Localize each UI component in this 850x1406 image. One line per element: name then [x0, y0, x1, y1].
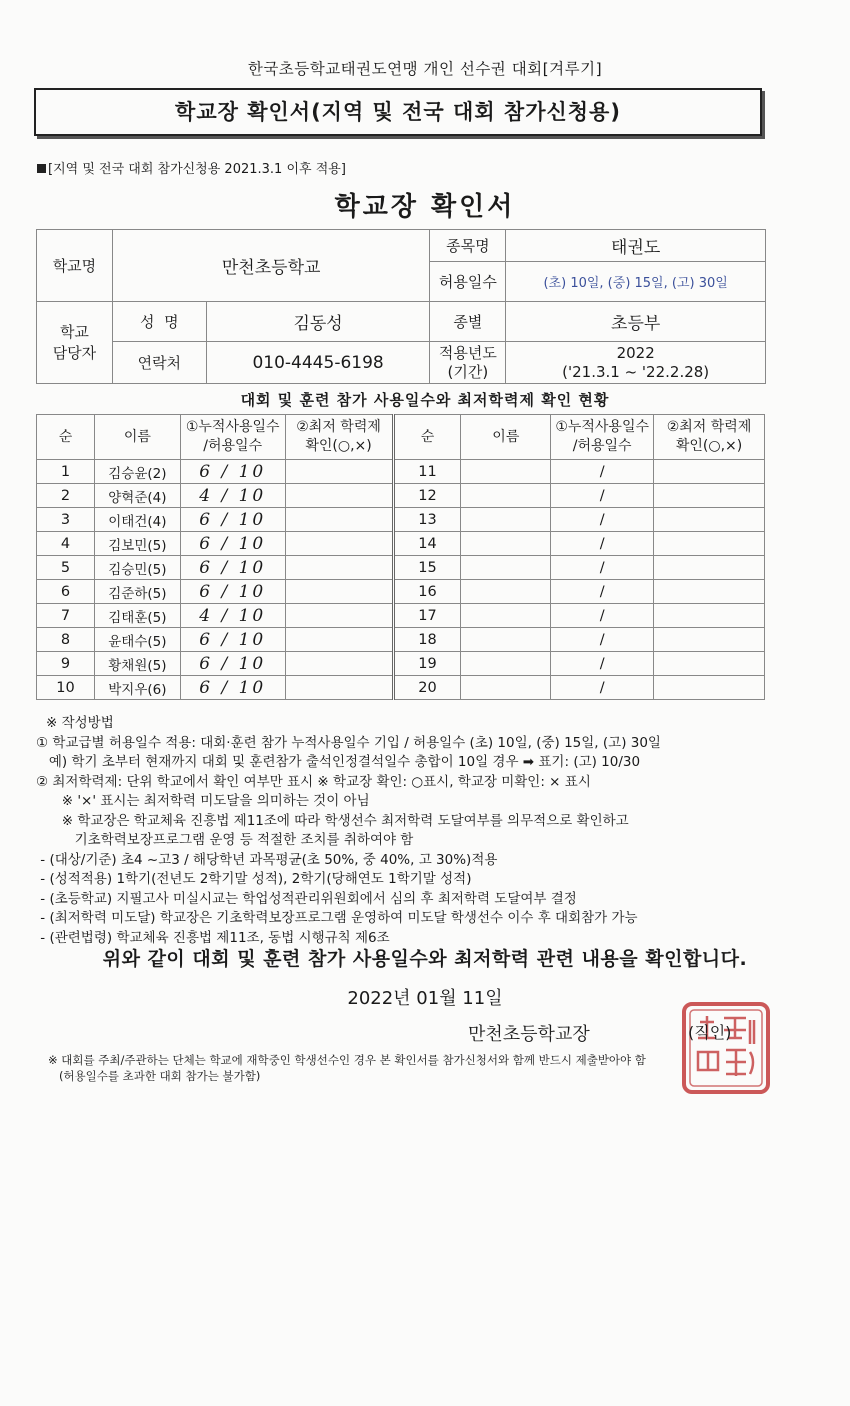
section-title: 대회 및 훈련 참가 사용일수와 최저학력제 확인 현황	[240, 391, 610, 409]
school-name: 만천초등학교	[112, 230, 430, 302]
student-name: 양혁준(4)	[94, 484, 180, 508]
used-days: 6 / 10	[180, 580, 285, 604]
instruction-line: - (초등학교) 지필고사 미실시교는 학업성적관리위원회에서 심의 후 최저학력 도달여부 결정	[36, 890, 577, 907]
student-name	[461, 460, 551, 484]
used-days: 6 / 10	[180, 508, 285, 532]
used-days: /	[551, 556, 654, 580]
used-days: /	[551, 652, 654, 676]
min-academic-check	[285, 604, 393, 628]
roster-no: 6	[37, 580, 95, 604]
min-academic-check	[654, 628, 765, 652]
year-label-line2: (기간)	[447, 362, 489, 381]
min-academic-check	[654, 484, 765, 508]
instruction-line: ① 학교급별 허용일수 적용: 대회·훈련 참가 누적사용일수 기입 / 허용일수 (초) 10일, (중) 15일, (고) 30일	[36, 734, 661, 751]
footer-line: (허용일수를 초과한 대회 참가는 불가함)	[48, 1069, 261, 1083]
header-check-right-line1: ②최저 학력제	[666, 419, 752, 435]
roster-no: 12	[393, 484, 461, 508]
header-days-right-line2: /허용일수	[572, 438, 632, 454]
manager-label-line1: 학교	[59, 322, 89, 341]
roster-no: 15	[393, 556, 461, 580]
roster-no: 17	[393, 604, 461, 628]
roster-row	[37, 652, 765, 676]
roster-no: 16	[393, 580, 461, 604]
form-title: 학교장 확인서	[334, 192, 516, 222]
header-days-right	[551, 415, 654, 460]
used-days: /	[551, 484, 654, 508]
used-days: 6 / 10	[180, 532, 285, 556]
roster-row	[37, 604, 765, 628]
contact-value: 010-4445-6198	[206, 342, 430, 384]
min-academic-check	[654, 508, 765, 532]
year-label-line1: 적용년도	[438, 343, 497, 362]
student-name	[461, 652, 551, 676]
allowed-days-value: (초) 10일, (중) 15일, (고) 30일	[506, 262, 766, 302]
used-days: 4 / 10	[180, 604, 285, 628]
school-label: 학교명	[37, 230, 113, 302]
min-academic-check	[654, 580, 765, 604]
roster-body	[37, 460, 765, 700]
roster-no: 10	[37, 676, 95, 700]
roster-no: 20	[393, 676, 461, 700]
instruction-line: ※ '×' 표시는 최저학력 미도달을 의미하는 것이 아님	[36, 793, 370, 809]
roster-row	[37, 580, 765, 604]
year-period: ('21.3.1 ~ '22.2.28)	[562, 362, 710, 381]
roster-row	[37, 460, 765, 484]
issue-date: 2022년 01월 11일	[347, 988, 503, 1009]
used-days: 6 / 10	[180, 628, 285, 652]
header-days-right-line1: ①누적사용일수	[555, 419, 650, 435]
used-days: 4 / 10	[180, 484, 285, 508]
sport-value: 태권도	[506, 230, 766, 262]
student-name	[461, 484, 551, 508]
instruction-line: - (최저학력 미도달) 학교장은 기초학력보장프로그램 운영하여 미도달 학생선수 이수 후 대회참가 가능	[36, 910, 638, 926]
used-days: /	[551, 532, 654, 556]
roster-row	[37, 676, 765, 700]
roster-no: 19	[393, 652, 461, 676]
student-name: 김준하(5)	[94, 580, 180, 604]
student-name: 이태건(4)	[94, 508, 180, 532]
student-name: 황채원(5)	[94, 652, 180, 676]
manager-label-line2: 담당자	[52, 343, 97, 362]
header-no: 순	[37, 415, 95, 460]
roster-no: 1	[37, 460, 95, 484]
roster-no: 13	[393, 508, 461, 532]
principal-name: 만천초등학교장	[468, 1024, 590, 1045]
instructions-heading: ※ 작성방법	[46, 715, 114, 731]
min-academic-check	[654, 652, 765, 676]
instruction-line: - (성적적용) 1학기(전년도 2학기말 성적), 2학기(당해연도 1학기말 성적)	[36, 871, 472, 887]
confirmation-statement: 위와 같이 대회 및 훈련 참가 사용일수와 최저학력 관련 내용을 확인합니다.	[102, 948, 748, 970]
allowed-days-label: 허용일수	[430, 262, 506, 302]
min-academic-check	[285, 580, 393, 604]
roster-no: 8	[37, 628, 95, 652]
roster-no: 18	[393, 628, 461, 652]
used-days: /	[551, 580, 654, 604]
used-days: 6 / 10	[180, 652, 285, 676]
min-academic-check	[285, 676, 393, 700]
min-academic-check	[285, 652, 393, 676]
footer-line: ※ 대회를 주최/주관하는 단체는 학교에 재학중인 학생선수인 경우 본 확인서를 참가신청서와 함께 반드시 제출받아야 함	[48, 1053, 646, 1067]
roster-no: 9	[37, 652, 95, 676]
organization-title: 한국초등학교태권도연맹 개인 선수권 대회[겨루기]	[247, 60, 603, 78]
min-academic-check	[285, 484, 393, 508]
student-name: 윤태수(5)	[94, 628, 180, 652]
sport-label: 종목명	[430, 230, 506, 262]
student-name	[461, 556, 551, 580]
roster-no: 5	[37, 556, 95, 580]
min-academic-check	[285, 460, 393, 484]
header-check-right-line2: 확인(○,×)	[675, 438, 743, 454]
roster-no: 3	[37, 508, 95, 532]
contact-label: 연락처	[112, 342, 206, 384]
roster-no: 2	[37, 484, 95, 508]
header-name: 이름	[94, 415, 180, 460]
square-bullet-icon	[37, 164, 46, 173]
school-info-table	[36, 229, 766, 384]
footer-note	[48, 1052, 788, 1084]
header-days-line2: /허용일수	[203, 438, 263, 454]
student-name	[461, 508, 551, 532]
student-name: 김보민(5)	[94, 532, 180, 556]
min-academic-check	[285, 556, 393, 580]
student-name: 김태훈(5)	[94, 604, 180, 628]
min-academic-check	[654, 604, 765, 628]
student-name	[461, 676, 551, 700]
min-academic-check	[654, 460, 765, 484]
header-check	[285, 415, 393, 460]
roster-row	[37, 532, 765, 556]
instruction-line: ※ 학교장은 학교체육 진흥법 제11조에 따라 학생선수 최저학력 도달여부를 의무적으로 확인하고	[36, 812, 629, 829]
header-check-right	[654, 415, 765, 460]
roster-header-row	[37, 415, 765, 460]
roster-row	[37, 484, 765, 508]
instruction-line: 예) 학기 초부터 현재까지 대회 및 훈련참가 출석인정결석일수 총합이 10일 경우 ➡ 표기: (고) 10/30	[36, 754, 641, 770]
min-academic-check	[654, 532, 765, 556]
min-academic-check	[654, 676, 765, 700]
header-days	[180, 415, 285, 460]
student-name: 김승윤(2)	[94, 460, 180, 484]
header-check-line1: ②최저 학력제	[296, 419, 381, 435]
manager-name-label: 성 명	[112, 302, 206, 342]
instruction-line: - (관련법령) 학교체육 진흥법 제11조, 동법 시행규칙 제6조	[36, 929, 390, 946]
student-name	[461, 580, 551, 604]
header-name-right: 이름	[461, 415, 551, 460]
used-days: /	[551, 676, 654, 700]
used-days: /	[551, 508, 654, 532]
instruction-line: ② 최저학력제: 단위 학교에서 확인 여부만 표시 ※ 학교장 확인: ○표시, 학교장 미확인: × 표시	[36, 773, 591, 790]
min-academic-check	[285, 628, 393, 652]
year-value-cell	[506, 342, 766, 384]
header-no-right: 순	[393, 415, 461, 460]
header-check-line2: 확인(○,×)	[305, 438, 372, 454]
used-days: /	[551, 460, 654, 484]
applicability-note-text: [지역 및 전국 대회 참가신청용 2021.3.1 이후 적용]	[48, 162, 346, 177]
student-name: 박지우(6)	[94, 676, 180, 700]
year-value: 2022	[616, 343, 655, 362]
roster-table	[36, 414, 765, 700]
student-name	[461, 628, 551, 652]
manager-name: 김동성	[206, 302, 430, 342]
document-heading-box: 학교장 확인서(지역 및 전국 대회 참가신청용)	[34, 88, 762, 136]
category-label: 종별	[430, 302, 506, 342]
roster-no: 7	[37, 604, 95, 628]
min-academic-check	[654, 556, 765, 580]
used-days: 6 / 10	[180, 460, 285, 484]
student-name: 김승민(5)	[94, 556, 180, 580]
roster-row	[37, 628, 765, 652]
instructions	[36, 714, 776, 948]
student-name	[461, 532, 551, 556]
applicability-note	[37, 158, 346, 177]
instruction-line: 기초학력보장프로그램 운영 등 적절한 조치를 취하여야 함	[36, 832, 414, 848]
min-academic-check	[285, 508, 393, 532]
used-days: /	[551, 604, 654, 628]
roster-row	[37, 556, 765, 580]
seal-label: (직인)	[688, 1023, 732, 1042]
roster-no: 11	[393, 460, 461, 484]
year-label	[430, 342, 506, 384]
category-value: 초등부	[506, 302, 766, 342]
used-days: 6 / 10	[180, 556, 285, 580]
roster-row	[37, 508, 765, 532]
used-days: /	[551, 628, 654, 652]
used-days: 6 / 10	[180, 676, 285, 700]
instruction-line: - (대상/기준) 초4 ~고3 / 해당학년 과목평균(초 50%, 중 40%, 고 30%)적용	[36, 851, 498, 868]
roster-no: 14	[393, 532, 461, 556]
roster-no: 4	[37, 532, 95, 556]
student-name	[461, 604, 551, 628]
header-days-line1: ①누적사용일수	[185, 419, 280, 435]
manager-label	[37, 302, 113, 384]
min-academic-check	[285, 532, 393, 556]
